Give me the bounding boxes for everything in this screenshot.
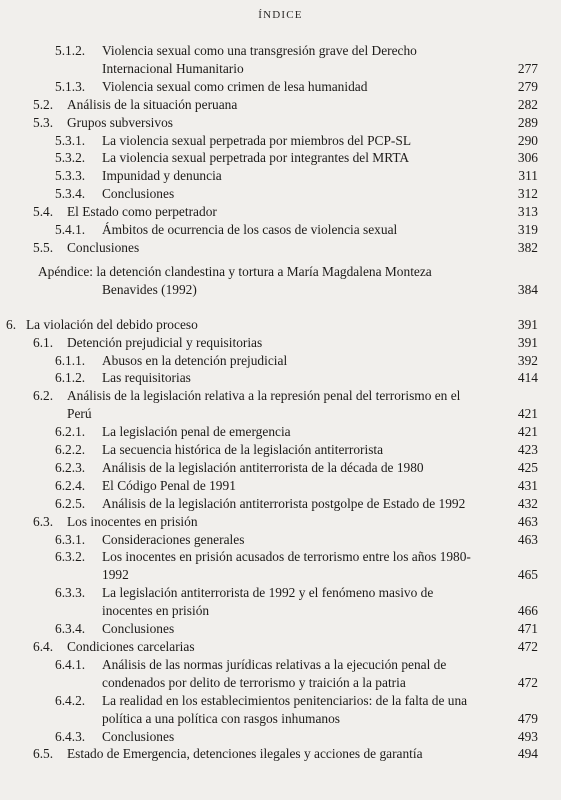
entry-number: 5.4. (33, 204, 54, 220)
toc-entry-6-3-3 (55, 584, 538, 620)
entry-title: La secuencia histórica de la legislación antiterrorista (102, 442, 384, 458)
entry-title: La violencia sexual perpetrada por integrantes del MRTA (102, 150, 410, 166)
entry-number: 6.1.2. (55, 370, 86, 386)
entry-number: 6. (6, 316, 17, 332)
entry-page: 493 (517, 728, 538, 744)
entry-title: Estado de Emergencia, detenciones ilegales y acciones de garantía (67, 746, 423, 762)
entry-title: Análisis de la legislación antiterrorista de la década de 1980 (102, 459, 424, 475)
entry-number: 6.2.1. (55, 424, 86, 440)
toc-entry-6-4 (33, 638, 538, 656)
entry-number: 6.4.3. (55, 728, 86, 744)
entry-page: 290 (517, 132, 538, 148)
page-header: ÍNDICE (258, 9, 303, 21)
entry-title: Análisis de la legislación antiterrorista postgolpe de Estado de 1992 (102, 495, 466, 511)
entry-title: Las requisitorias (102, 370, 191, 386)
toc-entry-5-5 (33, 239, 538, 257)
toc-entry-5-3-3 (55, 167, 538, 185)
entry-number: 5.3.1. (55, 132, 86, 148)
entry-title: La violación del debido proceso (26, 316, 198, 332)
entry-number: 6.4. (33, 639, 54, 654)
entry-number: 6.2.2. (55, 442, 86, 458)
entry-number: 5.1.3. (55, 78, 86, 94)
entry-title: Conclusiones (102, 621, 175, 637)
entry-page: 421 (517, 424, 538, 440)
entry-number: 5.5. (33, 239, 54, 255)
toc-entry-6-2-3 (55, 459, 538, 477)
entry-title: Análisis de la legislación relativa a la represión penal del terrorismo en el Perú (67, 388, 461, 422)
toc-entry-6-3 (33, 513, 538, 531)
entry-page: 466 (517, 603, 538, 619)
entry-page: 384 (517, 281, 538, 297)
entry-number: 5.3.4. (55, 186, 86, 202)
toc-entry-6-1 (33, 334, 538, 352)
entry-title: El Código Penal de 1991 (102, 477, 236, 493)
entry-number: 5.3.2. (55, 150, 86, 166)
toc-entry-6-2-2 (55, 441, 538, 459)
entry-page: 463 (517, 531, 538, 547)
toc-entry-5-1-2 (55, 42, 538, 78)
entry-number: 6.2. (33, 388, 54, 404)
table-of-contents (0, 42, 561, 763)
entry-title: Análisis de la situación peruana (67, 96, 238, 112)
entry-page: 479 (517, 710, 538, 726)
entry-page: 432 (517, 495, 538, 511)
entry-page: 391 (517, 334, 538, 350)
entry-title: Conclusiones (67, 239, 140, 255)
entry-title: Apéndice: la detención clandestina y tortura a María Magdalena Monteza Benavides (1992) (38, 263, 432, 297)
entry-title: Análisis de las normas jurídicas relativas a la ejecución penal de condenados por delito de terrorismo y traición a la patria (102, 656, 447, 690)
entry-page: 312 (517, 186, 538, 202)
entry-title: Violencia sexual como crimen de lesa humanidad (102, 78, 368, 94)
entry-page: 313 (517, 204, 538, 220)
entry-page: 423 (517, 442, 538, 458)
entry-page: 421 (517, 406, 538, 422)
entry-number: 6.3.3. (55, 585, 86, 601)
entry-page: 392 (517, 352, 538, 368)
entry-number: 6.3.1. (55, 531, 86, 547)
toc-entry-5-2 (33, 96, 538, 114)
entry-number: 6.1. (33, 334, 54, 350)
toc-entry-6-2-4 (55, 477, 538, 495)
entry-title: Detención prejudicial y requisitorias (67, 334, 263, 350)
toc-entry-6-2 (33, 387, 538, 423)
toc-entry-6-1-2 (55, 369, 538, 387)
toc-entry-6 (6, 316, 538, 334)
entry-page: 431 (517, 477, 538, 493)
toc-entry-6-3-2 (55, 548, 538, 584)
toc-entry-5-3-4 (55, 185, 538, 203)
entry-title: Los inocentes en prisión (67, 513, 198, 529)
entry-page: 472 (517, 674, 538, 690)
entry-page: 472 (517, 639, 538, 654)
toc-entry-5-4 (33, 203, 538, 221)
toc-entry-5-3 (33, 114, 538, 132)
entry-page: 279 (517, 78, 538, 94)
entry-title: Conclusiones (102, 186, 175, 202)
toc-entry-6-5 (33, 745, 538, 763)
entry-title: El Estado como perpetrador (67, 204, 217, 220)
entry-page: 319 (517, 222, 538, 238)
entry-page: 465 (517, 567, 538, 583)
entry-page: 311 (518, 168, 538, 184)
toc-entry-5-4-1 (55, 221, 538, 239)
entry-number: 6.3. (33, 513, 54, 529)
entry-number: 6.5. (33, 746, 54, 762)
entry-number: 6.1.1. (55, 352, 86, 368)
entry-number: 6.3.2. (55, 549, 86, 565)
entry-page: 282 (517, 96, 538, 112)
entry-number: 6.4.1. (55, 656, 86, 672)
entry-page: 306 (517, 150, 538, 166)
toc-entry-appendix (38, 263, 538, 299)
entry-number: 5.3. (33, 114, 54, 130)
entry-page: 471 (517, 621, 538, 637)
entry-page: 289 (517, 114, 538, 130)
toc-entry-6-2-5 (55, 495, 538, 513)
toc-entry-6-2-1 (55, 423, 538, 441)
entry-page: 382 (517, 239, 538, 255)
entry-title: La violencia sexual perpetrada por miembros del PCP-SL (102, 132, 412, 148)
entry-title: Consideraciones generales (102, 531, 245, 547)
entry-title: Abusos en la detención prejudicial (102, 352, 288, 368)
toc-entry-5-1-3 (55, 78, 538, 96)
entry-title: La legislación antiterrorista de 1992 y el fenómeno masivo de inocentes en prisión (102, 585, 434, 619)
entry-title: Violencia sexual como una transgresión grave del Derecho Internacional Humanitario (102, 43, 417, 76)
toc-entry-6-3-1 (55, 531, 538, 549)
entry-number: 5.2. (33, 96, 54, 112)
entry-page: 463 (517, 513, 538, 529)
toc-entry-6-3-4 (55, 620, 538, 638)
entry-title: Impunidad y denuncia (102, 168, 222, 184)
entry-page: 391 (517, 316, 538, 332)
entry-number: 5.3.3. (55, 168, 86, 184)
entry-number: 6.3.4. (55, 621, 86, 637)
entry-page: 277 (517, 60, 538, 76)
entry-number: 5.4.1. (55, 222, 86, 238)
entry-title: La legislación penal de emergencia (102, 424, 291, 440)
entry-title: La realidad en los establecimientos penitenciarios: de la falta de una política a una política con rasgos inhumanos (102, 692, 468, 726)
entry-title: Conclusiones (102, 728, 175, 744)
toc-entry-5-3-2 (55, 149, 538, 167)
entry-title: Los inocentes en prisión acusados de terrorismo entre los años 1980-1992 (102, 549, 471, 583)
entry-number: 6.2.3. (55, 459, 86, 475)
toc-entry-6-4-2 (55, 692, 538, 728)
entry-title: Condiciones carcelarias (67, 639, 195, 654)
section-gap (0, 299, 561, 316)
toc-entry-6-1-1 (55, 352, 538, 370)
entry-number: 6.2.4. (55, 477, 86, 493)
entry-page: 414 (517, 370, 538, 386)
toc-entry-5-3-1 (55, 132, 538, 150)
entry-title: Ámbitos de ocurrencia de los casos de violencia sexual (102, 222, 398, 238)
entry-page: 494 (517, 746, 538, 762)
entry-number: 5.1.2. (55, 43, 86, 58)
toc-entry-6-4-3 (55, 728, 538, 746)
entry-number: 6.4.2. (55, 692, 86, 708)
entry-page: 425 (517, 459, 538, 475)
entry-title: Grupos subversivos (67, 114, 174, 130)
entry-number: 6.2.5. (55, 495, 86, 511)
toc-entry-6-4-1 (55, 656, 538, 692)
